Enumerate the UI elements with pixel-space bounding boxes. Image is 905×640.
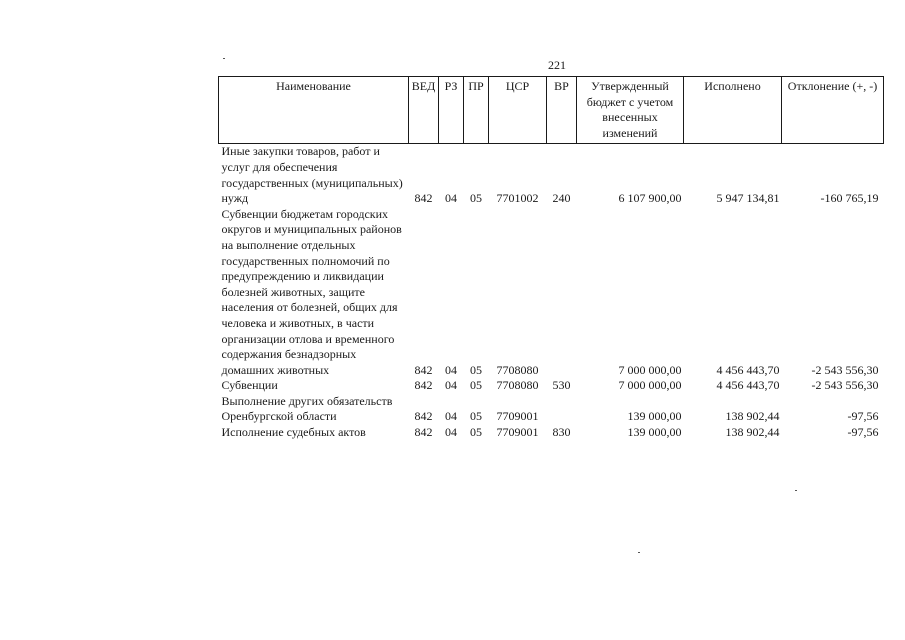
- row-approved: 7 000 000,00: [618, 378, 682, 393]
- row-rz: 04: [445, 425, 457, 440]
- header-approved: Утвержденный бюджет с учетом внесенных изменений: [577, 77, 684, 144]
- row-name: Субвенции бюджетам городских округов и муниципальных районов на выполнение отдельных государственных полномочий по предупреждению и ликвидации болезней животных, защите населения от болезней, общих для человека и животных, в части организации отлова и временного содержания безнадзорных домашних животных: [221, 206, 402, 377]
- scan-speck: [638, 552, 640, 553]
- row-executed: 138 902,44: [725, 425, 780, 440]
- row-approved: 139 000,00: [627, 425, 682, 440]
- header-deviation: Отклонение (+, -): [782, 77, 884, 144]
- row-deviation: -97,56: [847, 425, 879, 440]
- row-executed: 4 456 443,70: [716, 362, 780, 377]
- row-name: Выполнение других обязательств Оренбургской области: [221, 393, 393, 424]
- row-ved: 842: [414, 362, 433, 377]
- scan-speck: [223, 58, 225, 59]
- row-vr: [547, 207, 577, 379]
- row-deviation: -97,56: [847, 409, 879, 424]
- page-number: 221: [548, 58, 566, 72]
- budget-table: [218, 76, 884, 441]
- row-csr: 7709001: [496, 409, 539, 424]
- row-deviation: -160 765,19: [820, 191, 879, 206]
- row-name: Исполнение судебных актов: [221, 425, 366, 440]
- table-row: [219, 394, 884, 425]
- header-pr: ПР: [464, 77, 489, 144]
- row-pr: 05: [470, 425, 482, 440]
- row-vr: 830: [552, 425, 571, 440]
- table-row: [219, 144, 884, 207]
- row-csr: 7708080: [496, 378, 539, 393]
- header-executed: Исполнено: [684, 77, 782, 144]
- row-pr: 05: [470, 378, 482, 393]
- table-row: [219, 207, 884, 379]
- scan-speck: [795, 490, 797, 491]
- row-csr: 7709001: [496, 425, 539, 440]
- row-csr: 7708080: [496, 362, 539, 377]
- header-vr: ВР: [547, 77, 577, 144]
- row-executed: 138 902,44: [725, 409, 780, 424]
- header-name: Наименование: [219, 77, 409, 144]
- table-row: [219, 425, 884, 441]
- header-rz: РЗ: [439, 77, 464, 144]
- row-pr: 05: [470, 191, 482, 206]
- row-ved: 842: [414, 378, 433, 393]
- table-row: [219, 378, 884, 394]
- row-ved: 842: [414, 191, 433, 206]
- table-header-row: [219, 77, 884, 144]
- row-name: Иные закупки товаров, работ и услуг для обеспечения государственных (муниципальных) нужд: [221, 144, 403, 206]
- row-rz: 04: [445, 409, 457, 424]
- row-ved: 842: [414, 425, 433, 440]
- row-vr: 530: [552, 378, 571, 393]
- row-csr: 7701002: [496, 191, 539, 206]
- header-csr: ЦСР: [489, 77, 547, 144]
- row-name: Субвенции: [221, 378, 278, 393]
- row-approved: 6 107 900,00: [618, 191, 682, 206]
- row-vr: [547, 394, 577, 425]
- row-pr: 05: [470, 409, 482, 424]
- row-vr: 240: [552, 191, 571, 206]
- row-rz: 04: [445, 362, 457, 377]
- row-approved: 7 000 000,00: [618, 362, 682, 377]
- row-executed: 5 947 134,81: [716, 191, 780, 206]
- row-ved: 842: [414, 409, 433, 424]
- row-deviation: -2 543 556,30: [811, 378, 879, 393]
- row-pr: 05: [470, 362, 482, 377]
- row-rz: 04: [445, 378, 457, 393]
- row-deviation: -2 543 556,30: [811, 362, 879, 377]
- header-ved: ВЕД: [409, 77, 439, 144]
- row-approved: 139 000,00: [627, 409, 682, 424]
- row-rz: 04: [445, 191, 457, 206]
- row-executed: 4 456 443,70: [716, 378, 780, 393]
